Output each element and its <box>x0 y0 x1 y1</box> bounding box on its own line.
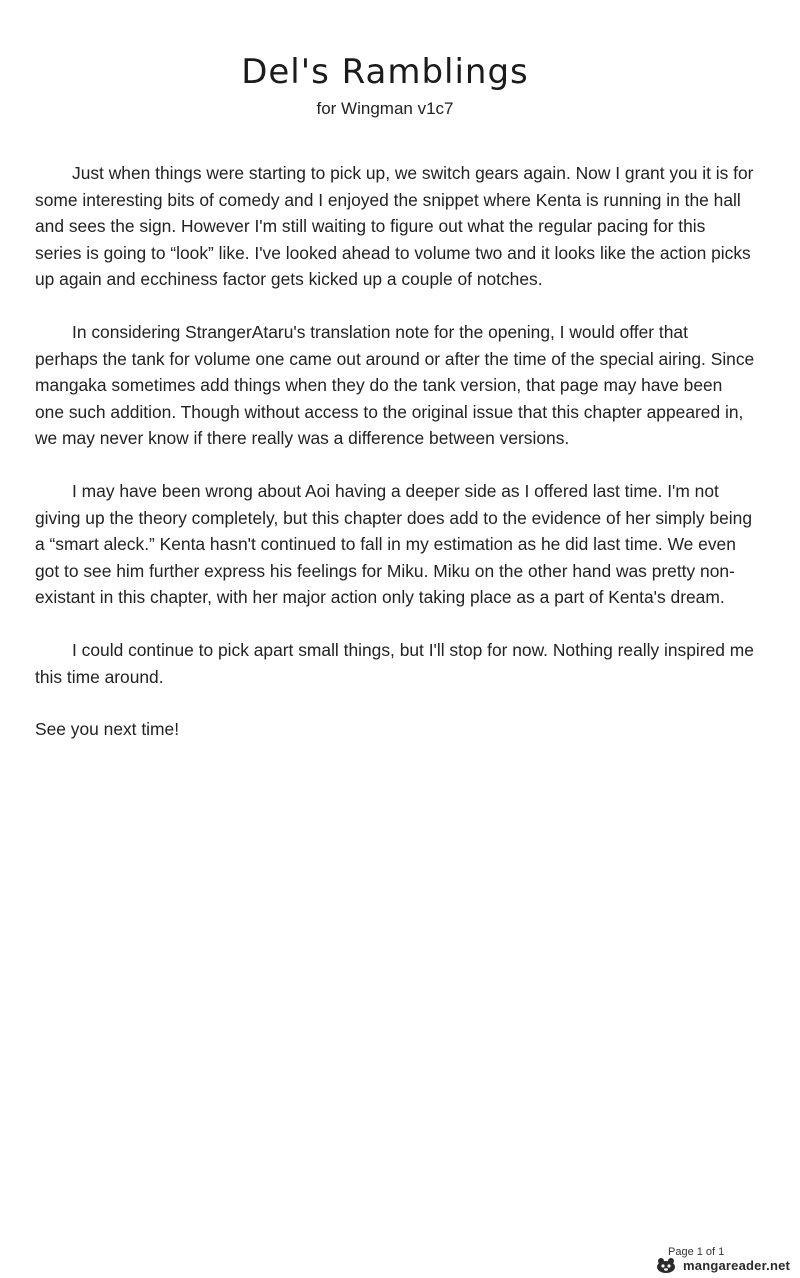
page-number: Page 1 of 1 <box>668 1246 725 1258</box>
paragraph-1: Just when things were starting to pick up, we switch gears again. Now I grant you it is for some interesting bits of comedy and I enjoyed the snippet where Kenta is running in the hall and sees the sign. However I'm still waiting to figure out what the regular pacing for this series is going to “look” like. I've looked ahead to volume two and it looks like the action picks up again and ecchiness factor gets kicked up a couple of notches. <box>35 163 754 290</box>
paragraph-4: I could continue to pick apart small things, but I'll stop for now. Nothing really inspired me this time around. <box>35 639 754 687</box>
page-title: Del's Ramblings <box>241 52 529 92</box>
tanuki-logo-icon <box>652 1256 680 1274</box>
document-body <box>35 160 755 769</box>
watermark-text: mangareader.net <box>683 1257 791 1273</box>
watermark <box>652 1256 790 1274</box>
page-subtitle: for Wingman v1c7 <box>316 99 454 118</box>
paragraph-2: In considering StrangerAtaru's translation note for the opening, I would offer that perhaps the tank for volume one came out around or after the time of the special airing. Since mangaka sometimes add things when they do the tank version, that page may have been one such addition. Though without access to the original issue that this chapter appeared in, we may never know if there really was a difference between versions. <box>35 321 755 449</box>
closing-line: See you next time! <box>35 719 180 740</box>
paragraph-3: I may have been wrong about Aoi having a deeper side as I offered last time. I'm not giving up the theory completely, but this chapter does add to the evidence of her simply being a “smart aleck.” Kenta hasn't continued to fall in my estimation as he did last time. We even got to see him further express his feelings for Miku. Miku on the other hand was pretty non-existant in this chapter, with her major action only taking place as a part of Kenta's dream. <box>35 480 752 608</box>
